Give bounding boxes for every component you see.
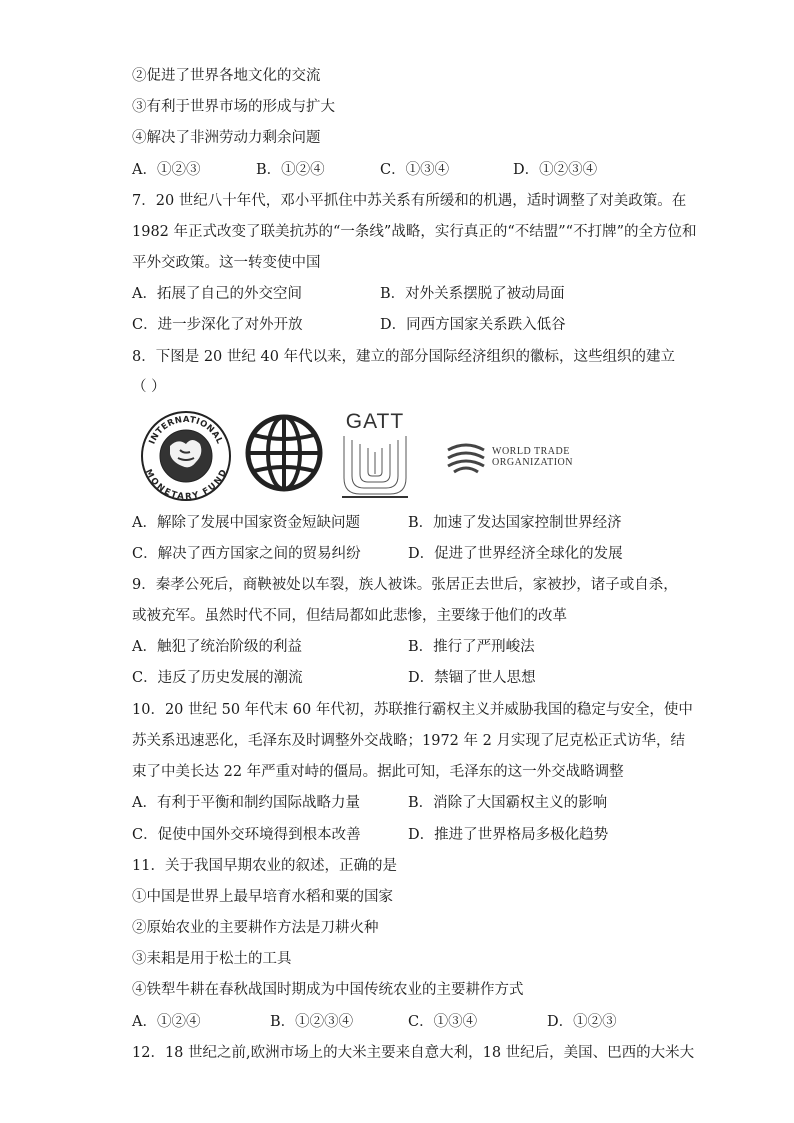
q10-option-a: A．有利于平衡和制约国际战略力量: [132, 795, 360, 811]
q8-option-c: C．解决了西方国家之间的贸易纠纷: [132, 546, 361, 562]
q9-option-d: D．禁锢了世人思想: [408, 670, 536, 686]
q8-option-a: A．解除了发展中国家资金短缺问题: [132, 515, 360, 531]
gatt-logo: [340, 410, 410, 500]
q9-option-a: A．触犯了统治阶级的利益: [132, 639, 302, 655]
organization-logos-figure: [140, 410, 600, 505]
q7-stem-line-3: 平外交政策。这一转变使中国: [132, 255, 321, 271]
q6-option-c: C．①③④: [380, 162, 450, 178]
q9-stem-line-1: 9．秦孝公死后，商鞅被处以车裂，族人被诛。张居正去世后，家被抄，诸子或自杀，: [132, 577, 678, 593]
q8-option-d: D．促进了世界经济全球化的发展: [408, 546, 623, 562]
q11-option-d: D．①②③: [547, 1014, 617, 1030]
q6-option-b: B．①②④: [256, 162, 325, 178]
wto-text-line-2: ORGANIZATION: [492, 457, 573, 468]
q11-stem: 11．关于我国早期农业的叙述，正确的是: [132, 858, 397, 874]
gatt-emblem-icon: [340, 434, 410, 498]
q10-option-c: C．促使中国外交环境得到根本改善: [132, 827, 361, 843]
q11-statement-1: ①中国是世界上最早培育水稻和粟的国家: [132, 889, 393, 905]
q7-option-a: A．拓展了自己的外交空间: [132, 286, 302, 302]
q12-stem-line-1: 12．18 世纪之前,欧洲市场上的大米主要来自意大利，18 世纪后，美国、巴西的大米大: [132, 1045, 695, 1061]
q10-option-b: B．消除了大国霸权主义的影响: [408, 795, 608, 811]
globe-logo-icon: [244, 413, 324, 493]
q11-option-b: B．①②③④: [270, 1014, 354, 1030]
q6-option-d: D．①②③④: [513, 162, 598, 178]
q11-statement-4: ④铁犁牛耕在春秋战国时期成为中国传统农业的主要耕作方式: [132, 982, 524, 998]
q7-option-b: B．对外关系摆脱了被动局面: [380, 286, 565, 302]
q9-option-b: B．推行了严刑峻法: [408, 639, 535, 655]
q11-option-c: C．①③④: [408, 1014, 478, 1030]
imf-text-bottom: MONETARY FUND: [142, 467, 230, 502]
q8-stem-line-2: （ ）: [132, 379, 166, 395]
wto-logo: [444, 440, 594, 480]
q10-option-d: D．推进了世界格局多极化趋势: [408, 827, 609, 843]
q10-stem-line-1: 10．20 世纪 50 年代末 60 年代初，苏联推行霸权主义并威胁我国的稳定与安全，使中: [132, 702, 693, 718]
wto-emblem-icon: [444, 440, 488, 476]
q9-stem-line-2: 或被充军。虽然时代不同，但结局都如此悲惨，主要缘于他们的改革: [132, 608, 567, 624]
q6-statement-2: ②促进了世界各地文化的交流: [132, 68, 321, 84]
q6-statement-3: ③有利于世界市场的形成与扩大: [132, 99, 335, 115]
q11-statement-3: ③耒耜是用于松土的工具: [132, 951, 292, 967]
q8-stem-line-1: 8．下图是 20 世纪 40 年代以来，建立的部分国际经济组织的徽标，这些组织的建立: [132, 349, 676, 365]
q11-statement-2: ②原始农业的主要耕作方法是刀耕火种: [132, 920, 379, 936]
q7-option-c: C．进一步深化了对外开放: [132, 317, 303, 333]
q7-option-d: D．同西方国家关系跌入低谷: [380, 317, 566, 333]
q6-option-a: A．①②③: [132, 162, 201, 178]
q11-option-a: A．①②④: [132, 1014, 201, 1030]
gatt-text: GATT: [345, 410, 405, 433]
q7-stem-line-2: 1982 年正式改变了联美抗苏的“一条线”战略，实行真正的“不结盟”“不打牌”的全方位和: [132, 224, 697, 240]
q9-option-c: C．违反了历史发展的潮流: [132, 670, 303, 686]
q10-stem-line-2: 苏关系迅速恶化，毛泽东及时调整外交战略；1972 年 2 月实现了尼克松正式访华，结: [132, 733, 685, 749]
imf-logo-icon: [140, 410, 232, 502]
q8-option-b: B．加速了发达国家控制世界经济: [408, 515, 622, 531]
imf-text-top: INTERNATIONAL: [147, 414, 225, 446]
q6-statement-4: ④解决了非洲劳动力剩余问题: [132, 130, 321, 146]
wto-text-line-1: WORLD TRADE: [492, 446, 570, 457]
q7-stem-line-1: 7．20 世纪八十年代，邓小平抓住中苏关系有所缓和的机遇，适时调整了对美政策。在: [132, 193, 687, 209]
q10-stem-line-3: 束了中美长达 22 年严重对峙的僵局。据此可知，毛泽东的这一外交战略调整: [132, 764, 624, 780]
